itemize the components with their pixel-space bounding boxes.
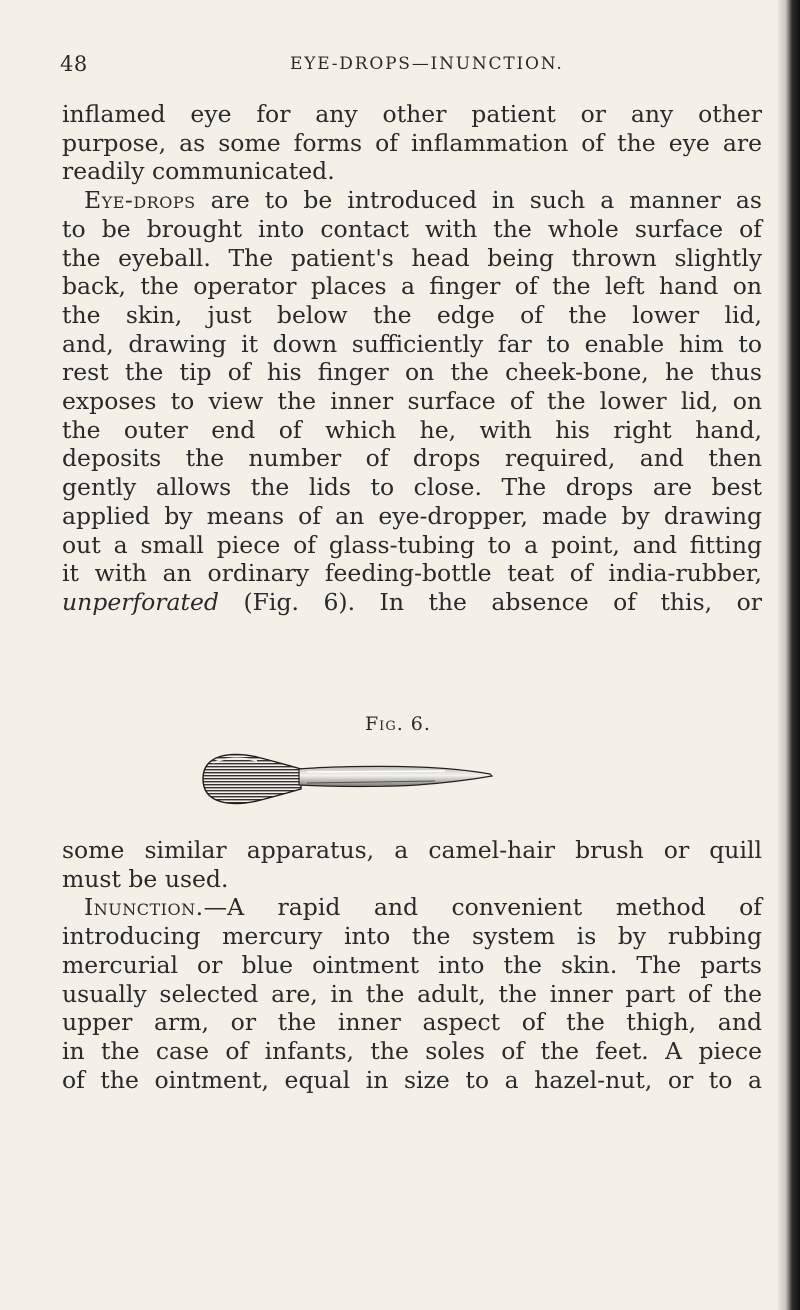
text-line: it with an ordinary feeding-bottle teat of india-rubber,	[62, 559, 762, 588]
text-line: of the ointment, equal in size to a hazel-nut, or to a	[62, 1065, 762, 1094]
text-line: purpose, as some forms of inflammation of the eye are	[62, 128, 762, 157]
text-line	[62, 186, 762, 215]
text-line: usually selected are, in the adult, the inner part of the	[62, 979, 762, 1008]
paragraph-inunction	[62, 836, 762, 1094]
text-line: and, drawing it down sufficiently far to enable him to	[62, 329, 762, 358]
text-line: mercurial or blue ointment into the skin. The parts	[62, 950, 762, 979]
page-number: 48	[60, 52, 88, 76]
paragraph-eye-drops	[62, 100, 762, 617]
running-head: EYE-DROPS—INUNCTION.	[290, 54, 564, 74]
inunction-heading: Inunction.	[84, 893, 204, 922]
eye-drops-heading: Eye-drops	[84, 186, 196, 215]
page-header	[60, 52, 760, 82]
text-line: to be brought into contact with the whole surface of	[62, 214, 762, 243]
text-line: rest the tip of his finger on the cheek-bone, he thus	[62, 358, 762, 387]
text-run: (Fig. 6). In the absence of this, or	[243, 587, 762, 616]
text-line	[62, 893, 762, 922]
figure-label: Fig.	[365, 713, 404, 735]
text-line: out a small piece of glass-tubing to a point, and fitting	[62, 530, 762, 559]
page-binding-edge	[778, 0, 800, 1310]
text-line: introducing mercury into the system is by rubbing	[62, 922, 762, 951]
text-line	[62, 588, 762, 617]
text-line: applied by means of an eye-dropper, made by drawing	[62, 501, 762, 530]
text-line: back, the operator places a finger of the left hand on	[62, 272, 762, 301]
text-line: some similar apparatus, a camel-hair brush or quill	[62, 836, 762, 864]
eye-dropper-illustration	[195, 745, 495, 813]
glass-tube-shape	[299, 766, 492, 786]
text-run: —A rapid and convenient method of	[203, 893, 762, 922]
text-line: must be used.	[62, 864, 229, 893]
rubber-teat-shape	[203, 755, 301, 804]
text-line: deposits the number of drops required, and then	[62, 444, 762, 473]
text-run: are to be introduced in such a manner as	[210, 186, 762, 215]
tube-highlight-shape	[307, 771, 445, 772]
text-line: inflamed eye for any other patient or any other	[62, 100, 762, 128]
text-line: gently allows the lids to close. The drops are best	[62, 473, 762, 502]
text-line: upper arm, or the inner aspect of the thigh, and	[62, 1008, 762, 1037]
text-line: readily communicated.	[62, 157, 335, 186]
figure-number: 6.	[410, 713, 431, 735]
text-line: exposes to view the inner surface of the lower lid, on	[62, 387, 762, 416]
text-line: the skin, just below the edge of the lower lid,	[62, 300, 762, 329]
text-line: in the case of infants, the soles of the feet. A piece	[62, 1036, 762, 1065]
text-line: the outer end of which he, with his right hand,	[62, 415, 762, 444]
figure-caption	[365, 713, 431, 735]
italic-term: unperforated	[62, 587, 219, 616]
text-line: the eyeball. The patient's head being thrown slightly	[62, 243, 762, 272]
